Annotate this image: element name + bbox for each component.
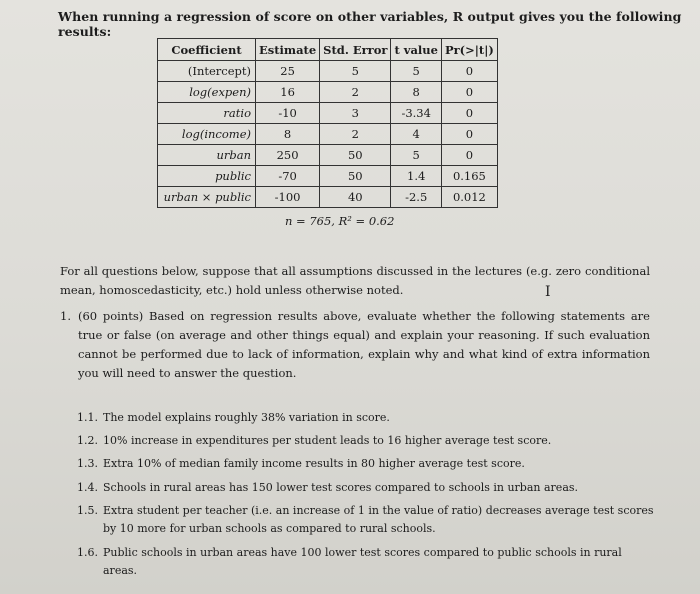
subquestion-number: 1.6. [77,546,98,559]
table-row [158,124,498,145]
coef-name: log(expen) [158,82,256,103]
model-fit-stat: n = 765, R² = 0.62 [285,214,395,228]
coef-name: (Intercept) [158,61,256,82]
std-error-cell: 40 [320,187,391,208]
std-error-cell: 50 [320,145,391,166]
p-value-cell: 0 [441,82,497,103]
subquestion-text: Public schools in urban areas have 100 lower test scores compared to public schools in rural areas. [103,546,622,577]
subquestion-1-4 [77,479,657,497]
table-row [158,82,498,103]
t-value-cell: 5 [391,61,442,82]
p-value-cell: 0.165 [441,166,497,187]
std-error-cell: 5 [320,61,391,82]
t-value-cell: 1.4 [391,166,442,187]
header-p-value: Pr(>|t|) [441,39,497,61]
subquestion-text: Extra student per teacher (i.e. an increase of 1 in the value of ratio) decreases average test scores by 10 more for urban schools as compared to rural schools. [103,504,654,535]
subquestion-1-3 [77,455,657,473]
coef-name: public [158,166,256,187]
regression-table [157,38,498,208]
p-value-cell: 0 [441,103,497,124]
estimate-cell: -10 [256,103,320,124]
subquestion-number: 1.4. [77,481,98,494]
table-header-row [158,39,498,61]
t-value-cell: 4 [391,124,442,145]
subquestion-number: 1.2. [77,434,98,447]
question-text: (60 points) Based on regression results above, evaluate whether the following statements are true or false (on average and other things equal) and explain your reasoning. If such evaluation cannot be performed due to lack of information, explain why and what kind of extra information you will need to answer the question. [78,309,650,380]
std-error-cell: 50 [320,166,391,187]
subquestion-text: The model explains roughly 38% variation in score. [103,411,390,424]
heading: When running a regression of score on other variables, R output gives you the following results: [58,9,682,39]
p-value-cell: 0 [441,124,497,145]
header-t-value: t value [391,39,442,61]
t-value-cell: -2.5 [391,187,442,208]
subquestion-1-1 [77,409,657,427]
table-row [158,61,498,82]
coef-name: ratio [158,103,256,124]
table-row [158,187,498,208]
subquestion-text: Extra 10% of median family income results in 80 higher average test score. [103,457,525,470]
estimate-cell: 250 [256,145,320,166]
instructions-paragraph: For all questions below, suppose that all assumptions discussed in the lectures (e.g. zero conditional mean, homoscedasticity, etc.) hold unless otherwise noted. [60,264,650,297]
estimate-cell: -70 [256,166,320,187]
std-error-cell: 3 [320,103,391,124]
subquestion-number: 1.3. [77,457,98,470]
estimate-cell: 25 [256,61,320,82]
subquestion-text: Schools in rural areas has 150 lower test scores compared to schools in urban areas. [103,481,579,494]
estimate-cell: 16 [256,82,320,103]
t-value-cell: 5 [391,145,442,166]
table-row [158,103,498,124]
coef-name: urban [158,145,256,166]
std-error-cell: 2 [320,82,391,103]
subquestion-1-6 [77,544,657,580]
question-1 [60,307,650,383]
header-estimate: Estimate [256,39,320,61]
subquestion-1-5 [77,502,657,538]
p-value-cell: 0 [441,145,497,166]
p-value-cell: 0.012 [441,187,497,208]
std-error-cell: 2 [320,124,391,145]
table-row [158,166,498,187]
t-value-cell: -3.34 [391,103,442,124]
coef-name: urban × public [158,187,256,208]
estimate-cell: 8 [256,124,320,145]
question-number: 1. [60,309,71,323]
estimate-cell: -100 [256,187,320,208]
text-cursor-icon: I [545,284,551,300]
subquestion-number: 1.1. [77,411,98,424]
p-value-cell: 0 [441,61,497,82]
subquestion-number: 1.5. [77,504,98,517]
table-row [158,145,498,166]
header-coefficient: Coefficient [158,39,256,61]
coef-name: log(income) [158,124,256,145]
header-std-error: Std. Error [320,39,391,61]
subquestion-text: 10% increase in expenditures per student leads to 16 higher average test score. [103,434,552,447]
subquestion-1-2 [77,432,657,450]
t-value-cell: 8 [391,82,442,103]
